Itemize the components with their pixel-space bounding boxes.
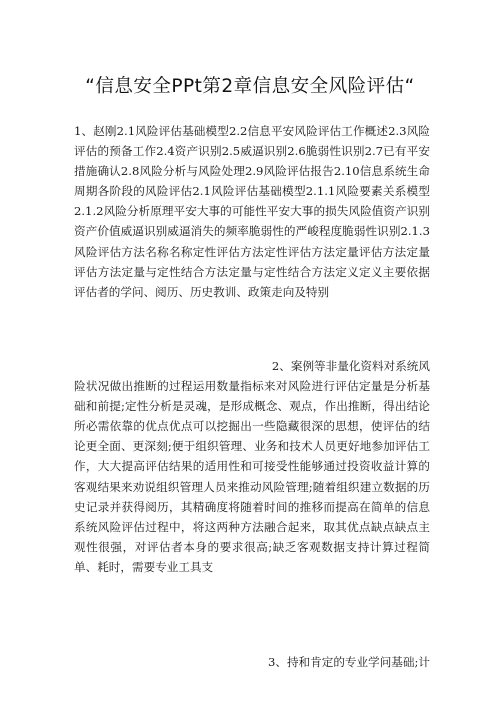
body-paragraph bbox=[74, 356, 430, 577]
body-paragraph bbox=[74, 121, 430, 302]
paragraph-text: 险状况做出推断的过程运用数量指标来对风险进行评估定量是分析基础和前提;定性分析是灵魂，是形成概念、观点，作出推断，得出结论所必需依靠的优点优点可以挖掘出一些隐藏很深的思想，使评估的结论更全面、更深刻;便于组织管理、业务和技术人员更好地参加评估工作，大大提高评估结果的适用性和可接受性能够通过投资收益计算的客观结果来劝说组织管理人员来推动风险管理;随着组织建立数据的历史记录并获得阅历，其精确度将随着时间的推移而提高在简单的信息系统风险评估过程中，将这两种方法融合起来，取其优点缺点缺点主观性很强，对评估者本身的要求很高;缺乏客观数据支持计算过程简单、耗时，需要专业工具支 bbox=[74, 379, 430, 574]
paragraph-text: 1、赵刚2.1风险评估基础模型2.2信息平安风险评估工作概述2.3风险评估的预备工作2.4资产识别2.5威逼识别2.6脆弱性识别2.7已有平安措施确认2.8风险分析与风险处理2.9风险评估报告2.10信息系统生命周期各阶段的风险评估2.1风险评估基础模型2.1.1风险要素关系模型2.1.2风险分析原理平安大事的可能性平安大事的损失风险值资产识别资产价值威逼识别威逼消失的频率脆弱性的严峻程度脆弱性识别2.1.3风险评估方法名称名称定性评估方法定性评估方法定量评估方法定量评估方法定量与定性结合方法定量与定性结合方法定义定义主要依据评估者的学问、阅历、历史教训、政策走向及特别 bbox=[74, 124, 430, 299]
paragraph-heading: 2、案例等非量化资料对系统风 bbox=[271, 359, 430, 373]
paragraph-heading: 3、持和肯定的专业学问基础;计 bbox=[267, 655, 430, 669]
body-paragraph bbox=[74, 652, 430, 672]
document-title: “信息安全PPt第2章信息安全风险评估“ bbox=[85, 76, 415, 97]
